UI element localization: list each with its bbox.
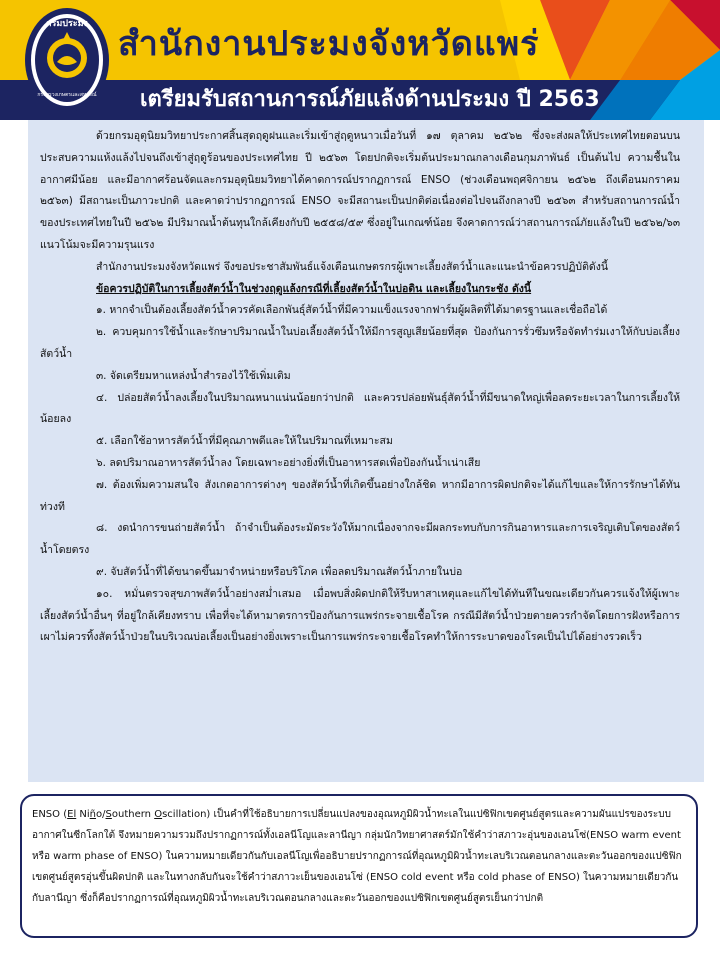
guideline-item-1: ๑. หากจำเป็นต้องเลี้ยงสัตว์น้ำควรคัดเลือกพันธุ์สัตว์น้ำที่มีความแข็งแรงจากฟาร์มผู้ผลิตที่ได้มาตรฐานและเชื่อถือได้ (96, 304, 608, 317)
page-header (0, 0, 720, 120)
enso-acronym: ENSO (32, 809, 61, 820)
enso-definition-box (20, 794, 698, 938)
enso-definition-body: เป็นคำที่ใช้อธิบายการเปลี่ยนแปลงของอุณหภูมิผิวน้ำทะเลในแปซิฟิกเขตศูนย์สูตรและความผันแปรของระบบอากาศในซีกโลกใต้ จึงหมายความรวมถึงปรากฏการณ์ทั้งเอลนีโญและลานีญา กลุ่มนักวิทยาศาสตร์มักใช้คำว่าสภาวะอุ่นของเอนโซ่(ENSO warm event หรือ warm phase of ENSO) ในความหมายเดียวกันกับเอลนีโญเพื่ออธิบายปรากฏการณ์ที่อุณหภูมิผิวน้ำทะเลบริเวณตอนกลางและตะวันออกของแปซิฟิกเขตศูนย์สูตรอุ่นขึ้นผิดปกติ และในทางกลับกันจะใช้คำว่าสภาวะเย็นของเอนโซ่ (ENSO cold event หรือ cold phase of ENSO) ในความหมายเดียวกันกับลานีญา ซึ่งก็คือปรากฏการณ์ที่อุณหภูมิผิวน้ำทะเลบริเวณตอนกลางและตะวันออกของแปซิฟิกเขตศูนย์สูตรเย็นกว่าปกติ (32, 809, 682, 904)
department-of-fisheries-logo (24, 6, 110, 114)
guideline-item-5: ๕. เลือกใช้อาหารสัตว์น้ำที่มีคุณภาพดีและให้ในปริมาณที่เหมาะสม (96, 435, 393, 448)
intro-paragraph: ด้วยกรมอุตุนิยมวิทยาประกาศสิ้นสุดฤดูฝนและเริ่มเข้าสู่ฤดูหนาวเมื่อวันที่ ๑๗ ตุลาคม ๒๕๖๒ ซึ่งจะส่งผลให้ประเทศไทยตอนบนประสบความแห้งแล้งไปจนถึงเข้าสู่ฤดูร้อนของประเทศไทย ปี ๒๕๖๓ โดยปกติจะเริ่มต้นประมาณกลางเดือนกุมภาพันธ์ เป็นต้นไป ความชื้นในอากาศมีน้อย และมีอากาศร้อนจัดและกรมอุตุนิยมวิทยาได้คาดการณ์ปรากฏการณ์ ENSO (ช่วงเดือนพฤศจิกายน ๒๕๖๒ ถึงเดือนมกราคม ๒๕๖๓) มีสถานะเป็นภาวะปกติ และคาดว่าปรากฏการณ์ ENSO จะมีสถานะเป็นปกติต่อเนื่องต่อไปจนถึงกลางปี ๒๕๖๓ สำหรับสถานการณ์น้ำของประเทศไทยในปี ๒๕๖๒ มีปริมาณน้ำต้นทุนใกล้เคียงกับปี ๒๕๕๘/๕๙ ซึ่งอยู่ในเกณฑ์น้อย จึงคาดการณ์ว่าสถานการณ์ภัยแล้งในปี ๒๕๖๒/๖๓ แนวโน้มจะมีความรุนแรง (40, 130, 680, 251)
guideline-item-3: ๓. จัดเตรียมหาแหล่งน้ำสำรองไว้ใช้เพิ่มเติม (96, 369, 291, 382)
guideline-item-4: ๔. ปล่อยสัตว์น้ำลงเลี้ยงในปริมาณหนาแน่นน้อยกว่าปกติ และควรปล่อยพันธุ์สัตว์น้ำที่มีขนาดใหญ่เพื่อลดระยะเวลาในการเลี้ยงให้น้อยลง (40, 391, 680, 426)
guideline-item-6: ๖. ลดปริมาณอาหารสัตว์น้ำลง โดยเฉพาะอย่างยิ่งที่เป็นอาหารสดเพื่อป้องกันน้ำเน่าเสีย (96, 456, 481, 469)
enso-definition-text: ENSO (El Niño/Southern Oscillation) เป็นคำที่ใช้อธิบายการเปลี่ยนแปลงของอุณหภูมิผิวน้ำทะเลในแปซิฟิกเขตศูนย์สูตรและความผันแปรของระบบอากาศในซีกโลกใต้ จึงหมายความรวมถึงปรากฏการณ์ทั้งเอลนีโญและลานีญา กลุ่มนักวิทยาศาสตร์มักใช้คำว่าสภาวะอุ่นของเอนโซ่(ENSO warm event หรือ warm phase of ENSO) ในความหมายเดียวกันกับเอลนีโญเพื่ออธิบายปรากฏการณ์ที่อุณหภูมิผิวน้ำทะเลบริเวณตอนกลางและตะวันออกของแปซิฟิกเขตศูนย์สูตรอุ่นขึ้นผิดปกติ และในทางกลับกันจะใช้คำว่าสภาวะเย็นของเอนโซ่ (ENSO cold event หรือ cold phase of ENSO) ในความหมายเดียวกันกับลานีญา ซึ่งก็คือปรากฏการณ์ที่อุณหภูมิผิวน้ำทะเลบริเวณตอนกลางและตะวันออกของแปซิฟิกเขตศูนย์สูตรเย็นกว่าปกติ (32, 809, 682, 904)
svg-text:กระทรวงเกษตรและสหกรณ์: กระทรวงเกษตรและสหกรณ์ (37, 92, 97, 98)
guideline-item-9: ๙. จับสัตว์น้ำที่ได้ขนาดขึ้นมาจำหน่ายหรือบริโภค เพื่อลดปริมาณสัตว์น้ำภายในบ่อ (96, 565, 463, 578)
guidelines-heading: ข้อควรปฏิบัติในการเลี้ยงสัตว์น้ำในช่วงฤดูแล้งกรณีที่เลี้ยงสัตว์น้ำในบ่อดิน และเลี้ยงในกระชัง ดังนี้ (96, 282, 532, 295)
drought-preparedness-subtitle: เตรียมรับสถานการณ์ภัยแล้งด้านประมง ปี 2563 (140, 87, 600, 112)
guideline-item-8: ๘. งดนำการขนถ่ายสัตว์น้ำ ถ้าจำเป็นต้องระมัดระวังให้มากเนื่องจากจะมีผลกระทบกับการกินอาหารและการเจริญเติบโตของสัตว์น้ำโดยตรง (40, 522, 680, 557)
announcement-paragraph: สำนักงานประมงจังหวัดแพร่ จึงขอประชาสัมพันธ์แจ้งเตือนเกษตรกรผู้เพาะเลี้ยงสัตว์น้ำและแนะนำข้อควรปฏิบัติดังนี้ (96, 260, 609, 273)
guideline-item-7: ๗. ต้องเพิ่มความสนใจ สังเกตอาการต่างๆ ของสัตว์น้ำที่เกิดขึ้นอย่างใกล้ชิด หากมีอาการผิดปกติจะได้แก้ไขและให้การรักษาได้ทันท่วงที (40, 478, 680, 513)
guideline-item-10: ๑๐. หมั่นตรวจสุขภาพสัตว์น้ำอย่างสม่ำเสมอ เมื่อพบสิ่งผิดปกติให้รีบหาสาเหตุและแก้ไขได้ทันทีในขณะเดียวกันควรแจ้งให้ผู้เพาะเลี้ยงสัตว์น้ำอื่นๆ ที่อยู่ใกล้เคียงทราบ เพื่อที่จะได้หามาตรการป้องกันการแพร่กระจายเชื้อโรค กรณีมีสัตว์น้ำป่วยตายควรกำจัดโดยการฝังหรือการเผาไม่ควรทิ้งสัตว์น้ำป่วยในบริเวณบ่อเลี้ยงเป็นอย่างยิ่งเพราะเป็นการแพร่กระจายเชื้อโรคทำให้การระบาดของโรคเป็นไปได้อย่างรวดเร็ว (40, 587, 680, 644)
svg-text:กรมประมง: กรมประมง (46, 19, 88, 29)
guideline-item-2: ๒. ควบคุมการใช้น้ำและรักษาปริมาณน้ำในบ่อเลี้ยงสัตว์น้ำให้มีการสูญเสียน้อยที่สุด ป้องกันการรั่วซึมหรือจัดทำร่มเงาให้กับบ่อเลี้ยงสัตว์น้ำ (40, 326, 680, 360)
announcement-body (40, 126, 680, 649)
office-name-title: สำนักงานประมงจังหวัดแพร่ (118, 24, 540, 64)
